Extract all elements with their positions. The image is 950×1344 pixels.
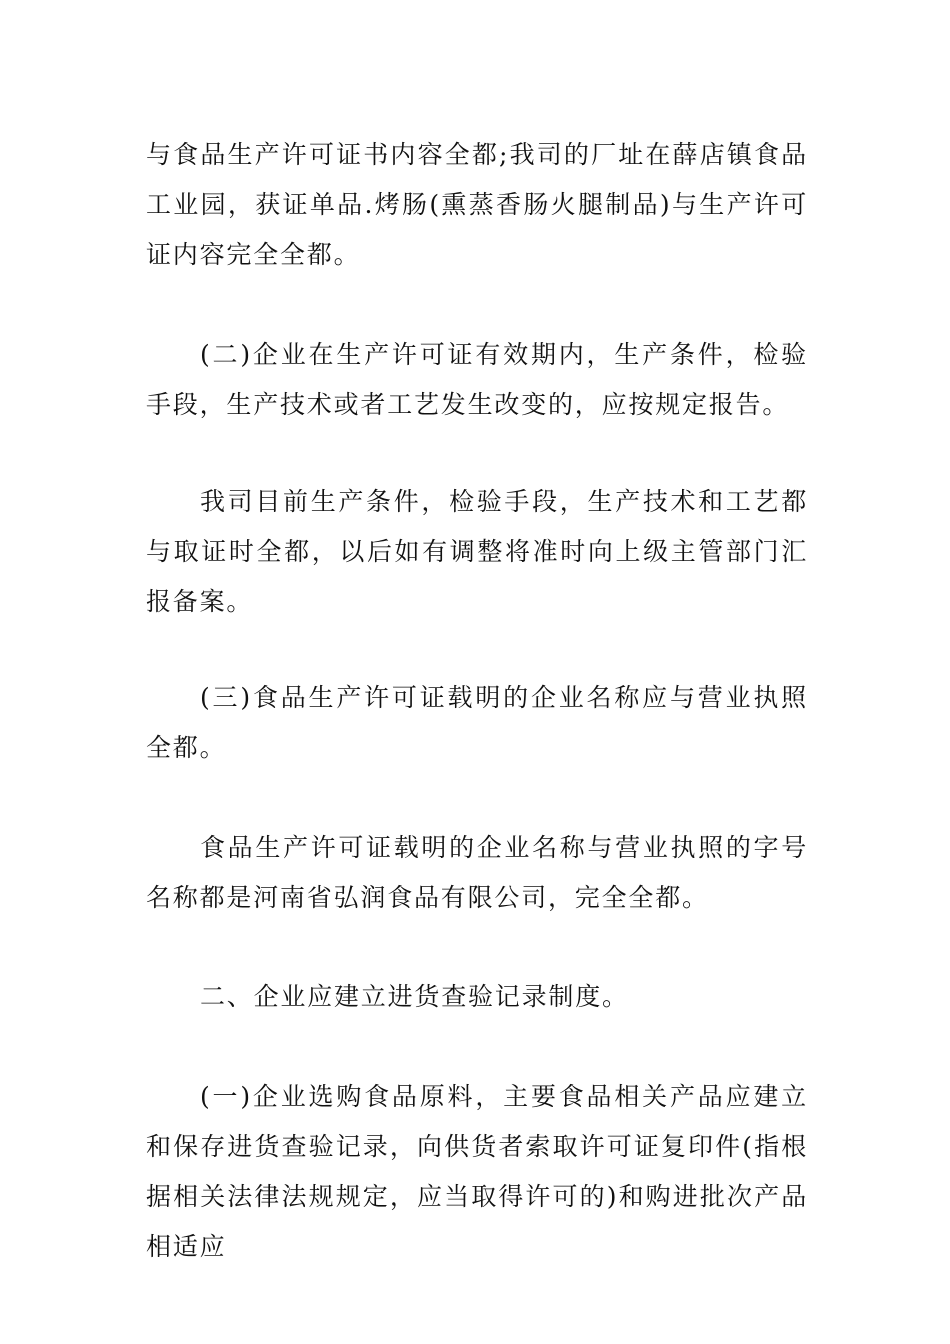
paragraph-production-conditions: 我司目前生产条件，检验手段，生产技术和工艺都与取证时全都，以后如有调整将准时向上级主管部门汇报备案。 [146, 487, 808, 616]
paragraph-company-name: 食品生产许可证载明的企业名称与营业执照的字号名称都是河南省弘润食品有限公司，完全全都。 [146, 833, 808, 912]
paragraph-section-2-heading: (二)企业在生产许可证有效期内，生产条件，检验手段，生产技术或者工艺发生改变的，应按规定报告。 [146, 340, 808, 419]
paragraph-section-3-heading: (三)食品生产许可证载明的企业名称应与营业执照全都。 [146, 683, 808, 762]
paragraph-purchase-records: (一)企业选购食品原料，主要食品相关产品应建立和保存进货查验记录，向供货者索取许可证复印件(指根据相关法律法规规定，应当取得许可的)和购进批次产品相适应 [146, 1082, 808, 1261]
paragraph-part-2-heading: 二、企业应建立进货查验记录制度。 [200, 982, 629, 1011]
paragraph-license-consistency: 与食品生产许可证书内容全都;我司的厂址在薛店镇食品工业园，获证单品.烤肠(熏蒸香肠火腿制品)与生产许可证内容完全全都。 [146, 140, 808, 269]
